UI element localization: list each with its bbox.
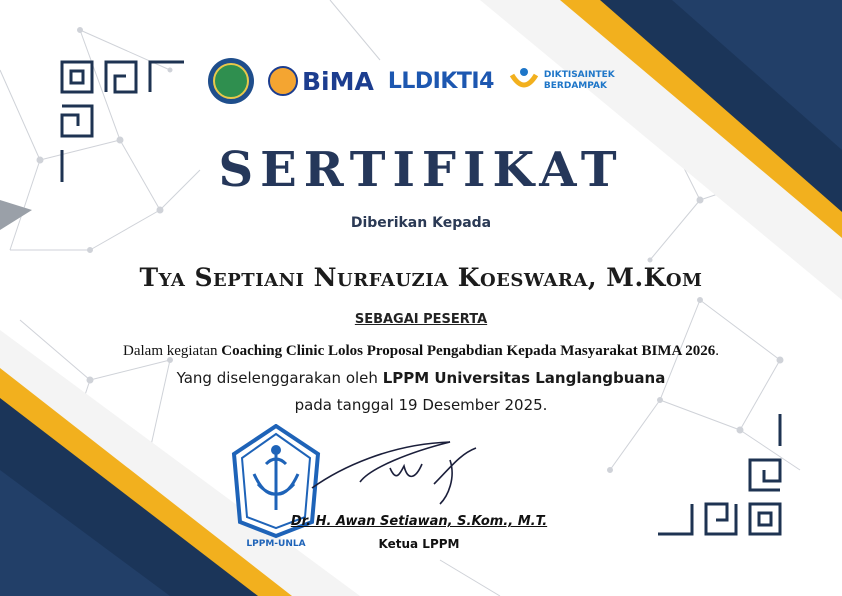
participant-role: SEBAGAI PESERTA	[354, 312, 488, 327]
given-to-label: Diberikan Kepada	[350, 215, 492, 231]
diktisaintek-line2: BERDAMPAK	[543, 81, 607, 91]
lppm-caption: LPPM-UNLA	[246, 539, 306, 549]
diktisaintek-line1: DIKTISAINTEK	[543, 70, 615, 80]
diktisaintek-logo	[508, 65, 615, 97]
organizer-name: LPPM Universitas Langlangbuana	[382, 369, 666, 387]
signatory-position: Ketua LPPM	[378, 537, 460, 551]
diktisaintek-icon	[508, 65, 540, 97]
recipient-name: Tya Septiani Nurfauzia Koeswara, M.Kom	[139, 263, 703, 292]
bima-mascot-icon	[268, 66, 298, 96]
organizer-prefix: Yang diselenggarakan oleh	[176, 369, 383, 387]
signatory-name: Dr. H. Awan Setiawan, S.Kom., M.T.	[290, 514, 548, 529]
bima-logo	[268, 66, 374, 96]
certificate-title: SERTIFIKAT	[218, 142, 624, 198]
lldikti-logo: LLDIKTI4	[387, 68, 494, 94]
government-seal-icon	[208, 58, 254, 104]
activity-prefix: Dalam kegiatan	[123, 343, 222, 359]
bima-logo-text: BiMA	[302, 66, 374, 96]
logo-row	[208, 58, 615, 104]
activity-suffix: .	[715, 343, 719, 359]
handwritten-signature	[300, 438, 490, 508]
event-date: pada tanggal 19 Desember 2025.	[294, 396, 548, 414]
bottom-right-ornament	[658, 414, 780, 534]
activity-name: Coaching Clinic Lolos Proposal Pengabdian Kepada Masyarakat BIMA 2026	[221, 343, 716, 359]
activity-line	[0, 343, 842, 360]
organizer-line	[0, 369, 842, 387]
